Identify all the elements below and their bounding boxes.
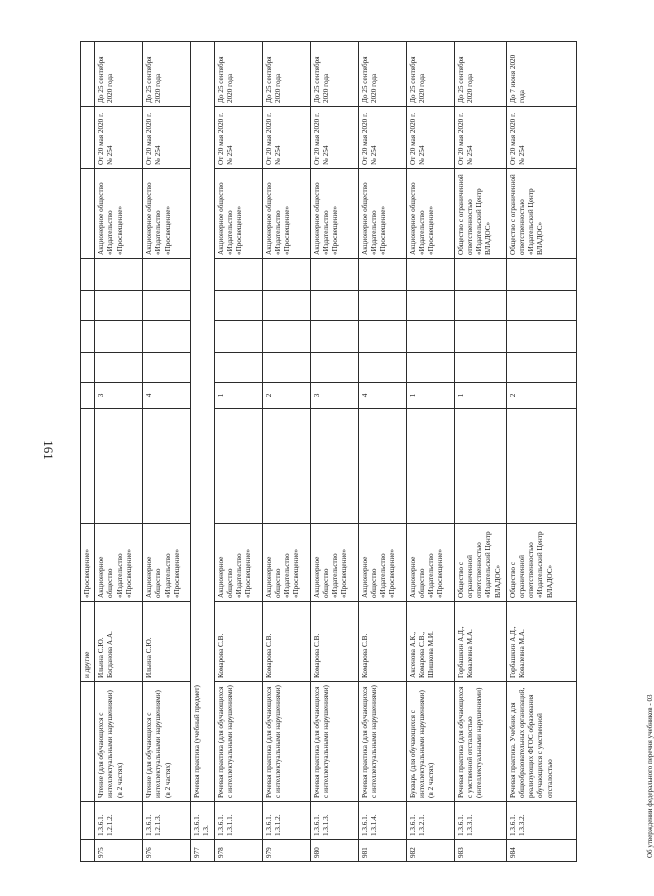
cell-empty bbox=[95, 259, 143, 291]
cell-deadline: До 25 сентября 2020 года bbox=[214, 42, 262, 107]
cell-deadline: До 25 сентября 2020 года bbox=[310, 42, 358, 107]
cell-publisher: Акционерное общество «Издательство «Просвещение» bbox=[214, 524, 262, 602]
cell-grade: 4 bbox=[358, 383, 406, 409]
cell-number: 983 bbox=[454, 840, 506, 862]
cell-empty bbox=[310, 353, 358, 383]
cell-full-publisher: Акционерное общество «Издательство «Просвещение» bbox=[214, 169, 262, 259]
cell-authors-top: и другие bbox=[81, 602, 95, 682]
cell-empty bbox=[358, 353, 406, 383]
cell-publisher-top: «Просвещение» bbox=[81, 524, 95, 602]
cell-empty bbox=[310, 259, 358, 291]
cell-empty bbox=[262, 353, 310, 383]
cell-number: 976 bbox=[143, 840, 191, 862]
cell-number: 984 bbox=[506, 840, 576, 862]
table-row-top bbox=[81, 42, 95, 862]
cell-code: 1.3.6.1. 1.3. bbox=[191, 802, 214, 840]
cell-order: От 20 мая 2020 г. № 254 bbox=[358, 107, 406, 169]
table-row bbox=[310, 42, 358, 862]
cell-empty bbox=[143, 321, 191, 353]
cell-title: Речевая практика. Учебник для общеобразовательных организаций, реализующих ФГОС образования обучающихся с умственной отсталостью bbox=[506, 682, 576, 802]
cell-publisher: Акционерное общество «Издательство «Просвещение» bbox=[95, 524, 143, 602]
cell-grade: 3 bbox=[310, 383, 358, 409]
cell-empty bbox=[262, 321, 310, 353]
cell-authors: Комарова С.В. bbox=[358, 602, 406, 682]
cell-empty bbox=[214, 291, 262, 321]
cell-authors: Ильина С.Ю. bbox=[143, 602, 191, 682]
cell-empty bbox=[262, 291, 310, 321]
cell-number: 978 bbox=[214, 840, 262, 862]
cell-full-publisher: Акционерное общество «Издательство «Просвещение» bbox=[310, 169, 358, 259]
cell-empty bbox=[143, 353, 191, 383]
cell-title: Речевая практика (для обучающихся с интеллектуальными нарушениями) bbox=[310, 682, 358, 802]
cell-title: Речевая практика (для обучающихся с интеллектуальными нарушениями) bbox=[214, 682, 262, 802]
cell-full-publisher: Общество с ограниченной ответственностью «Издательский Центр ВЛАДОС» bbox=[506, 169, 576, 259]
cell-authors: Комарова С.В. bbox=[214, 602, 262, 682]
cell-empty bbox=[358, 291, 406, 321]
cell-empty bbox=[506, 259, 576, 291]
cell-empty bbox=[262, 409, 310, 524]
cell-code: 1.3.6.1. 1.2.1.3. bbox=[143, 802, 191, 840]
cell-code: 1.3.6.1. 1.3.1.4. bbox=[358, 802, 406, 840]
cell-empty bbox=[506, 291, 576, 321]
cell-code: 1.3.6.1. 1.3.2.1. bbox=[406, 802, 454, 840]
cell-grade: 1 bbox=[406, 383, 454, 409]
cell-order: От 20 мая 2020 г. № 254 bbox=[95, 107, 143, 169]
cell-full-publisher: Акционерное общество «Издательство «Просвещение» bbox=[143, 169, 191, 259]
page-number: 161 bbox=[40, 440, 56, 460]
table-row bbox=[454, 42, 506, 862]
cell-code: 1.3.6.1. 1.3.1.2. bbox=[262, 802, 310, 840]
cell-order: От 20 мая 2020 г. № 254 bbox=[454, 107, 506, 169]
cell-deadline: До 25 сентября 2020 года bbox=[95, 42, 143, 107]
cell-number: 982 bbox=[406, 840, 454, 862]
cell-authors: Ильина С.Ю. Богданова А.А. bbox=[95, 602, 143, 682]
cell-full-publisher: Акционерное общество «Издательство «Просвещение» bbox=[406, 169, 454, 259]
cell-empty bbox=[95, 291, 143, 321]
table-row bbox=[143, 42, 191, 862]
cell-empty bbox=[454, 321, 506, 353]
cell-empty bbox=[454, 353, 506, 383]
table-body bbox=[81, 42, 577, 862]
cell-publisher: Акционерное общество «Издательство «Просвещение» bbox=[310, 524, 358, 602]
table-row bbox=[358, 42, 406, 862]
cell-deadline: До 25 сентября 2020 года bbox=[454, 42, 506, 107]
cell-section-title: Речевая практика (учебный предмет) bbox=[191, 42, 214, 802]
cell-empty bbox=[454, 409, 506, 524]
cell-empty bbox=[406, 259, 454, 291]
cell-grade: 2 bbox=[506, 383, 576, 409]
cell-publisher: Общество с ограниченной ответственностью «Издательский Центр ВЛАДОС» bbox=[454, 524, 506, 602]
cell-title: Чтение (для обучающихся с интеллектуальными нарушениями) (в 2 частях) bbox=[143, 682, 191, 802]
cell-title: Речевая практика (для обучающихся с умственной отсталостью (интеллектуальными нарушениями) bbox=[454, 682, 506, 802]
cell-empty bbox=[214, 259, 262, 291]
cell-empty bbox=[143, 409, 191, 524]
cell-full-publisher: Акционерное общество «Издательство «Просвещение» bbox=[262, 169, 310, 259]
cell-order: От 20 мая 2020 г. № 254 bbox=[214, 107, 262, 169]
cell-code: 1.3.6.1. 1.3.1.1. bbox=[214, 802, 262, 840]
cell-deadline: До 25 сентября 2020 года bbox=[143, 42, 191, 107]
cell-empty bbox=[310, 291, 358, 321]
table-row bbox=[406, 42, 454, 862]
table-row bbox=[214, 42, 262, 862]
cell-grade: 3 bbox=[95, 383, 143, 409]
table-row bbox=[262, 42, 310, 862]
cell-deadline: До 7 июня 2020 года bbox=[506, 42, 576, 107]
cell-grade: 1 bbox=[214, 383, 262, 409]
cell-title: Речевая практика (для обучающихся с интеллектуальными нарушениями) bbox=[262, 682, 310, 802]
cell-title: Чтение (для обучающихся с интеллектуальными нарушениями) (в 2 частях) bbox=[95, 682, 143, 802]
cell-empty bbox=[95, 409, 143, 524]
cell-empty bbox=[506, 321, 576, 353]
table-row bbox=[95, 42, 143, 862]
cell-empty bbox=[95, 353, 143, 383]
cell-empty bbox=[406, 409, 454, 524]
cell-deadline: До 25 сентября 2020 года bbox=[358, 42, 406, 107]
cell-title: Букварь (для обучающихся с интеллектуальными нарушениями) (в 2 частях) bbox=[406, 682, 454, 802]
cell-empty bbox=[310, 321, 358, 353]
cell-empty bbox=[214, 353, 262, 383]
cell-full-publisher: Акционерное общество «Издательство «Просвещение» bbox=[95, 169, 143, 259]
cell-empty bbox=[214, 321, 262, 353]
cell-empty bbox=[358, 409, 406, 524]
cell-deadline: До 25 сентября 2020 года bbox=[406, 42, 454, 107]
cell-number: 980 bbox=[310, 840, 358, 862]
cell-number: 977 bbox=[191, 840, 214, 862]
cell-grade: 4 bbox=[143, 383, 191, 409]
rotated-document bbox=[80, 42, 654, 862]
cell-publisher: Акционерное общество «Издательство «Просвещение» bbox=[406, 524, 454, 602]
footer-note: Об утверждении федерального перечня учебников - 03 bbox=[646, 694, 654, 858]
cell-empty bbox=[358, 259, 406, 291]
cell-code: 1.3.6.1. 1.3.3.2. bbox=[506, 802, 576, 840]
cell-empty bbox=[214, 409, 262, 524]
cell-empty bbox=[310, 409, 358, 524]
cell-authors: Аксенова А.К., Комарова С.В., Шишкова М.И. bbox=[406, 602, 454, 682]
cell-empty bbox=[406, 321, 454, 353]
cell-full-publisher: Общество с ограниченной ответственностью «Издательский Центр ВЛАДОС» bbox=[454, 169, 506, 259]
table-row bbox=[191, 42, 214, 862]
cell-number: 979 bbox=[262, 840, 310, 862]
cell-order: От 20 мая 2020 г. № 254 bbox=[262, 107, 310, 169]
cell-publisher: Акционерное общество «Издательство «Просвещение» bbox=[358, 524, 406, 602]
cell-publisher: Общество с ограниченной ответственностью «Издательский Центр ВЛАДОС» bbox=[506, 524, 576, 602]
cell-order: От 20 мая 2020 г. № 254 bbox=[310, 107, 358, 169]
cell-code: 1.3.6.1. 1.3.1.3. bbox=[310, 802, 358, 840]
cell-empty bbox=[506, 409, 576, 524]
cell-publisher: Акционерное общество «Издательство «Просвещение» bbox=[143, 524, 191, 602]
cell-title: Речевая практика (для обучающихся с интеллектуальными нарушениями) bbox=[358, 682, 406, 802]
cell-full-publisher: Акционерное общество «Издательство «Просвещение» bbox=[358, 169, 406, 259]
cell-order: От 20 мая 2020 г. № 254 bbox=[506, 107, 576, 169]
cell-empty bbox=[454, 259, 506, 291]
cell-authors: Комарова С.В. bbox=[262, 602, 310, 682]
cell-empty bbox=[358, 321, 406, 353]
cell-publisher: Акционерное общество «Издательство «Просвещение» bbox=[262, 524, 310, 602]
cell-deadline: До 25 сентября 2020 года bbox=[262, 42, 310, 107]
cell-grade: 2 bbox=[262, 383, 310, 409]
cell-code: 1.3.6.1. 1.3.3.1. bbox=[454, 802, 506, 840]
cell-code: 1.3.6.1. 1.2.1.2. bbox=[95, 802, 143, 840]
cell-grade: 1 bbox=[454, 383, 506, 409]
cell-authors: Горбашкин А.Д., Ковалевна М.А. bbox=[454, 602, 506, 682]
cell-empty bbox=[143, 291, 191, 321]
cell-empty bbox=[406, 353, 454, 383]
cell-empty bbox=[454, 291, 506, 321]
cell-order: От 20 мая 2020 г. № 254 bbox=[143, 107, 191, 169]
cell-authors: Комарова С.В. bbox=[310, 602, 358, 682]
table-row bbox=[506, 42, 576, 862]
cell-empty bbox=[506, 353, 576, 383]
cell-number: 975 bbox=[95, 840, 143, 862]
cell-authors: Горбашкин А.Д., Ковалевна М.А. bbox=[506, 602, 576, 682]
cell-empty bbox=[262, 259, 310, 291]
cell-number: 981 bbox=[358, 840, 406, 862]
cell-empty bbox=[95, 321, 143, 353]
cell-order: От 20 мая 2020 г. № 254 bbox=[406, 107, 454, 169]
textbook-table bbox=[80, 41, 577, 862]
cell-empty bbox=[143, 259, 191, 291]
cell-empty bbox=[406, 291, 454, 321]
